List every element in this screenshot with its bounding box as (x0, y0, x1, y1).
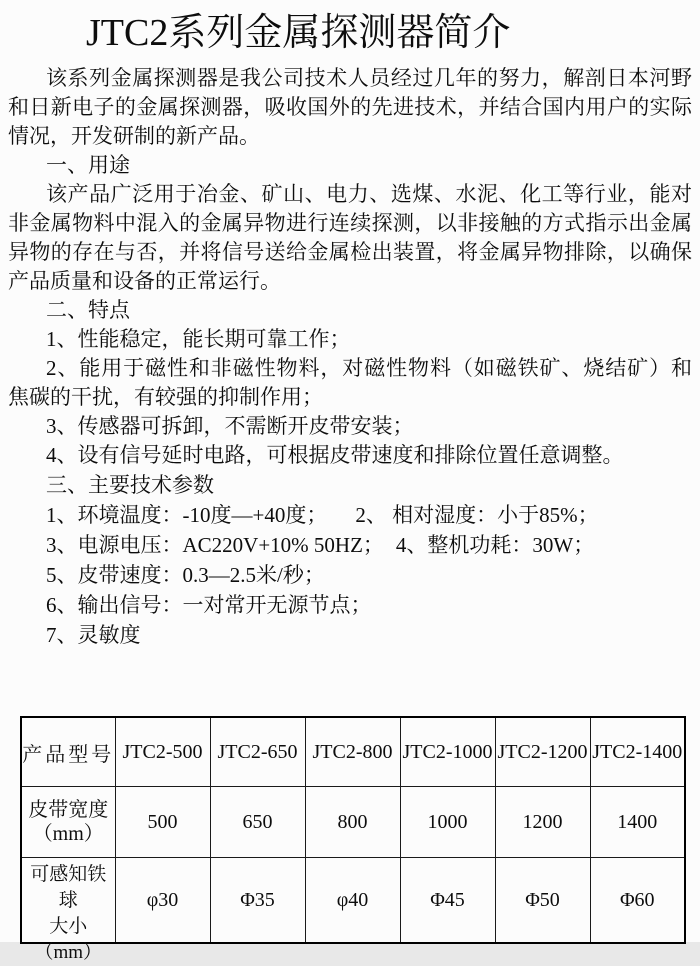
usage-line: 异物的存在与否，并将信号送给金属检出装置，将金属异物排除，以确保 (8, 240, 692, 264)
spec-table (20, 716, 686, 963)
belt-width-label (21, 787, 115, 858)
ball-size-value: φ30 (115, 858, 210, 944)
usage-line: 非金属物料中混入的金属异物进行连续探测，以非接触的方式指示出金属 (8, 211, 692, 235)
spec-line (8, 500, 692, 530)
spec-item-power: 4、整机功耗：30W； (395, 533, 595, 557)
belt-width-label-line: 皮带宽度 (28, 799, 109, 821)
intro-line: 该系列金属探测器是我公司技术人员经过几年的努力，解剖日本河野 (46, 66, 692, 90)
feature-line: 3、传感器可拆卸，不需断开皮带安装； (46, 414, 414, 438)
intro-line: 和日新电子的金属探测器，吸收国外的先进技术，并结合国内用户的实际 (8, 95, 692, 119)
spec-item-humidity: 2、 相对湿度：小于85%； (355, 503, 599, 527)
spec-line (8, 560, 692, 590)
ball-size-row (21, 858, 685, 944)
feature-line: 焦碳的干扰，有较强的抑制作用； (8, 385, 323, 409)
usage-line: 产品质量和设备的正常运行。 (8, 269, 281, 293)
spec-line (8, 590, 692, 620)
feature-line: 2、能用于磁性和非磁性物料，对磁性物料（如磁铁矿、烧结矿）和 (46, 356, 692, 380)
section-features (8, 296, 692, 470)
feature-line: 1、性能稳定，能长期可靠工作； (46, 327, 351, 351)
belt-width-row (21, 787, 685, 858)
model-cell: JTC2-800 (305, 717, 400, 787)
ball-size-value: Φ45 (400, 858, 495, 944)
model-cell: JTC2-650 (210, 717, 305, 787)
document-title: JTC2系列金属探测器简介 (86, 12, 511, 54)
section-usage (8, 151, 692, 296)
spec-line (8, 620, 692, 650)
belt-width-value: 500 (115, 787, 210, 858)
section-heading-specs: 三、主要技术参数 (46, 473, 214, 497)
intro-paragraph (8, 64, 692, 151)
spec-line (8, 530, 692, 560)
belt-width-value: 800 (305, 787, 400, 858)
model-cell: JTC2-1000 (400, 717, 495, 787)
belt-width-value: 1200 (495, 787, 590, 858)
spec-item-temperature: 1、环境温度：-10度—+40度； (46, 503, 328, 527)
ball-size-value: φ40 (305, 858, 400, 944)
intro-line: 情况，开发研制的新产品。 (8, 124, 260, 148)
ball-size-label-line: 大小 (49, 916, 88, 937)
ball-size-value: Φ35 (210, 858, 305, 944)
ball-size-value: Φ50 (495, 858, 590, 944)
usage-line: 该产品广泛用于冶金、矿山、电力、选煤、水泥、化工等行业，能对 (46, 182, 692, 206)
belt-width-value: 1400 (590, 787, 685, 858)
belt-width-value: 1000 (400, 787, 495, 858)
document-body (0, 56, 700, 650)
model-header-row (21, 717, 685, 787)
spec-item-voltage: 3、电源电压：AC220V+10% 50HZ； (46, 533, 384, 557)
section-heading-usage: 一、用途 (46, 153, 130, 177)
ball-size-label-stack (22, 858, 115, 963)
section-heading-features: 二、特点 (46, 298, 130, 322)
model-cell: JTC2-500 (115, 717, 210, 787)
ball-size-value: Φ60 (590, 858, 685, 944)
spec-item-sensitivity: 7、灵敏度 (46, 623, 141, 647)
ball-size-label-line: （mm） (34, 942, 103, 963)
spec-item-output-signal: 6、输出信号：一对常开无源节点； (46, 593, 372, 617)
feature-line: 4、设有信号延时电路，可根据皮带速度和排除位置任意调整。 (46, 443, 624, 467)
model-cell: JTC2-1400 (590, 717, 685, 787)
belt-width-value: 650 (210, 787, 305, 858)
ball-size-label (21, 858, 115, 963)
section-specs (8, 470, 692, 650)
spec-item-belt-speed: 5、皮带速度：0.3—2.5米/秒； (46, 563, 325, 587)
model-cell: JTC2-1200 (495, 717, 590, 787)
table-corner-label: 产品型号 (21, 717, 115, 787)
belt-width-label-line: （mm） (32, 823, 104, 845)
ball-size-label-line: 可感知铁球 (30, 864, 107, 911)
